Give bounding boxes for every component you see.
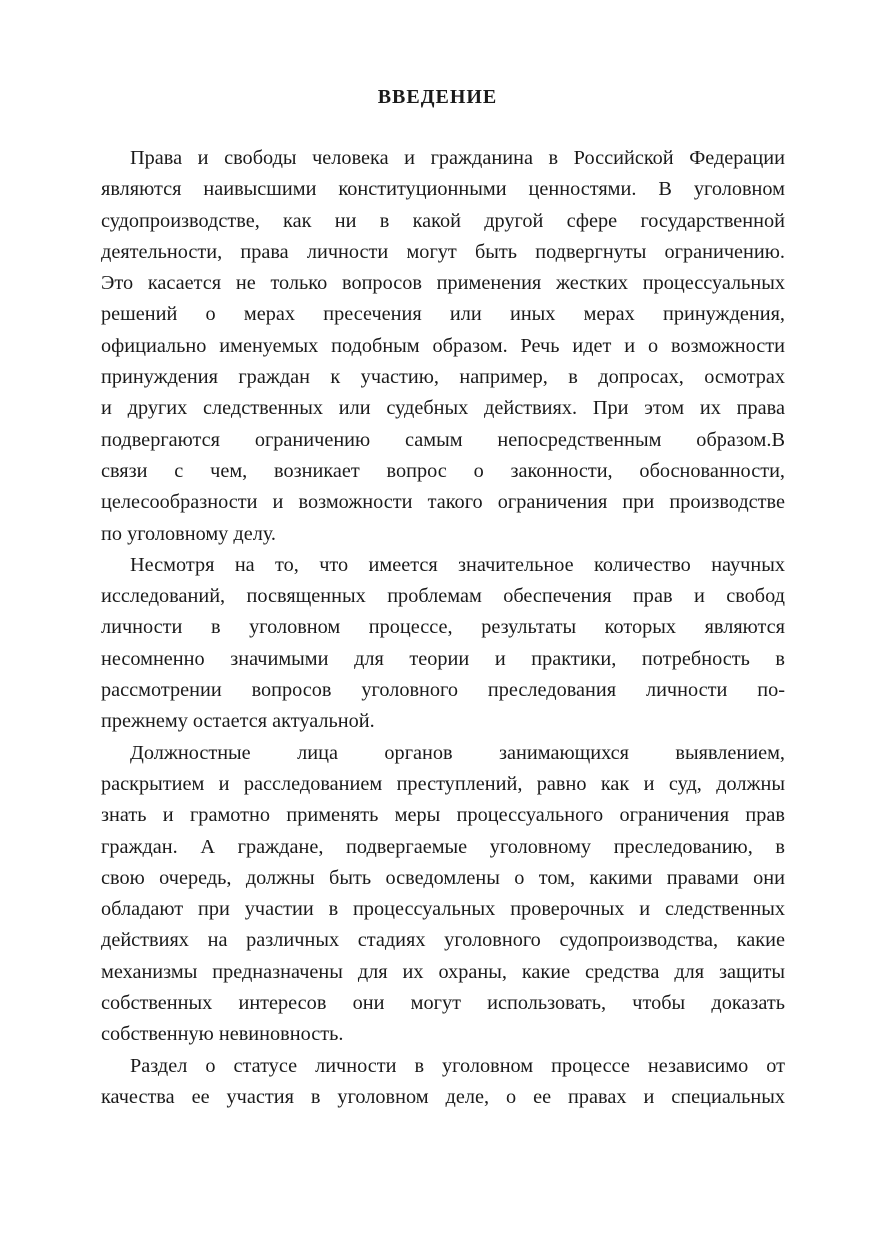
text-line: прежнему остается актуальной.: [101, 710, 375, 733]
body-text: [101, 143, 785, 1113]
text-line: целесообразности и возможности такого ограничения при производстве: [101, 491, 785, 514]
text-line: Раздел о статусе личности в уголовном процессе независимо от: [130, 1054, 785, 1077]
paragraph: [101, 738, 785, 1051]
text-line: Несмотря на то, что имеется значительное количество научных: [130, 553, 785, 576]
text-line: собственных интересов они могут использовать, чтобы доказать: [101, 992, 785, 1015]
text-line: действиях на различных стадиях уголовного судопроизводства, какие: [101, 929, 785, 952]
text-line: подвергаются ограничению самым непосредственным образом.В: [101, 428, 785, 451]
text-line: Это касается не только вопросов применения жестких процессуальных: [101, 272, 785, 295]
text-line: личности в уголовном процессе, результаты которых являются: [101, 616, 785, 639]
text-line: судопроизводстве, как ни в какой другой сфере государственной: [101, 209, 785, 232]
paragraph: [101, 1051, 785, 1114]
text-line: исследований, посвященных проблемам обеспечения прав и свобод: [101, 585, 785, 608]
text-line: деятельности, права личности могут быть подвергнуты ограничению.: [101, 240, 785, 263]
text-line: собственную невиновность.: [101, 1023, 344, 1046]
text-line: по уголовному делу.: [101, 522, 277, 545]
text-line: связи с чем, возникает вопрос о законности, обоснованности,: [101, 459, 785, 482]
page-title: ВВЕДЕНИЕ: [377, 86, 498, 108]
text-line: рассмотрении вопросов уголовного преследования личности по-: [101, 679, 785, 702]
text-line: качества ее участия в уголовном деле, о ее правах и специальных: [101, 1085, 785, 1108]
text-line: знать и грамотно применять меры процессуального ограничения прав: [101, 804, 785, 827]
text-line: раскрытием и расследованием преступлений, равно как и суд, должны: [101, 772, 785, 795]
text-line: свою очередь, должны быть осведомлены о том, какими правами они: [101, 866, 785, 889]
text-line: несомненно значимыми для теории и практики, потребность в: [101, 647, 785, 670]
text-line: граждан. А граждане, подвергаемые уголовному преследованию, в: [101, 835, 785, 858]
text-line: Должностные лица органов занимающихся выявлением,: [130, 741, 785, 764]
text-line: принуждения граждан к участию, например, в допросах, осмотрах: [101, 366, 785, 389]
text-line: решений о мерах пресечения или иных мерах принуждения,: [101, 303, 785, 326]
text-line: механизмы предназначены для их охраны, какие средства для защиты: [101, 960, 785, 983]
text-line: и других следственных или судебных действиях. При этом их права: [101, 397, 785, 420]
text-line: официально именуемых подобным образом. Речь идет и о возможности: [101, 334, 785, 357]
text-line: являются наивысшими конституционными ценностями. В уголовном: [101, 178, 785, 201]
paragraph: [101, 143, 785, 550]
text-line: Права и свободы человека и гражданина в Российской Федерации: [130, 147, 785, 169]
paragraph: [101, 550, 785, 738]
text-line: обладают при участии в процессуальных проверочных и следственных: [101, 898, 785, 921]
